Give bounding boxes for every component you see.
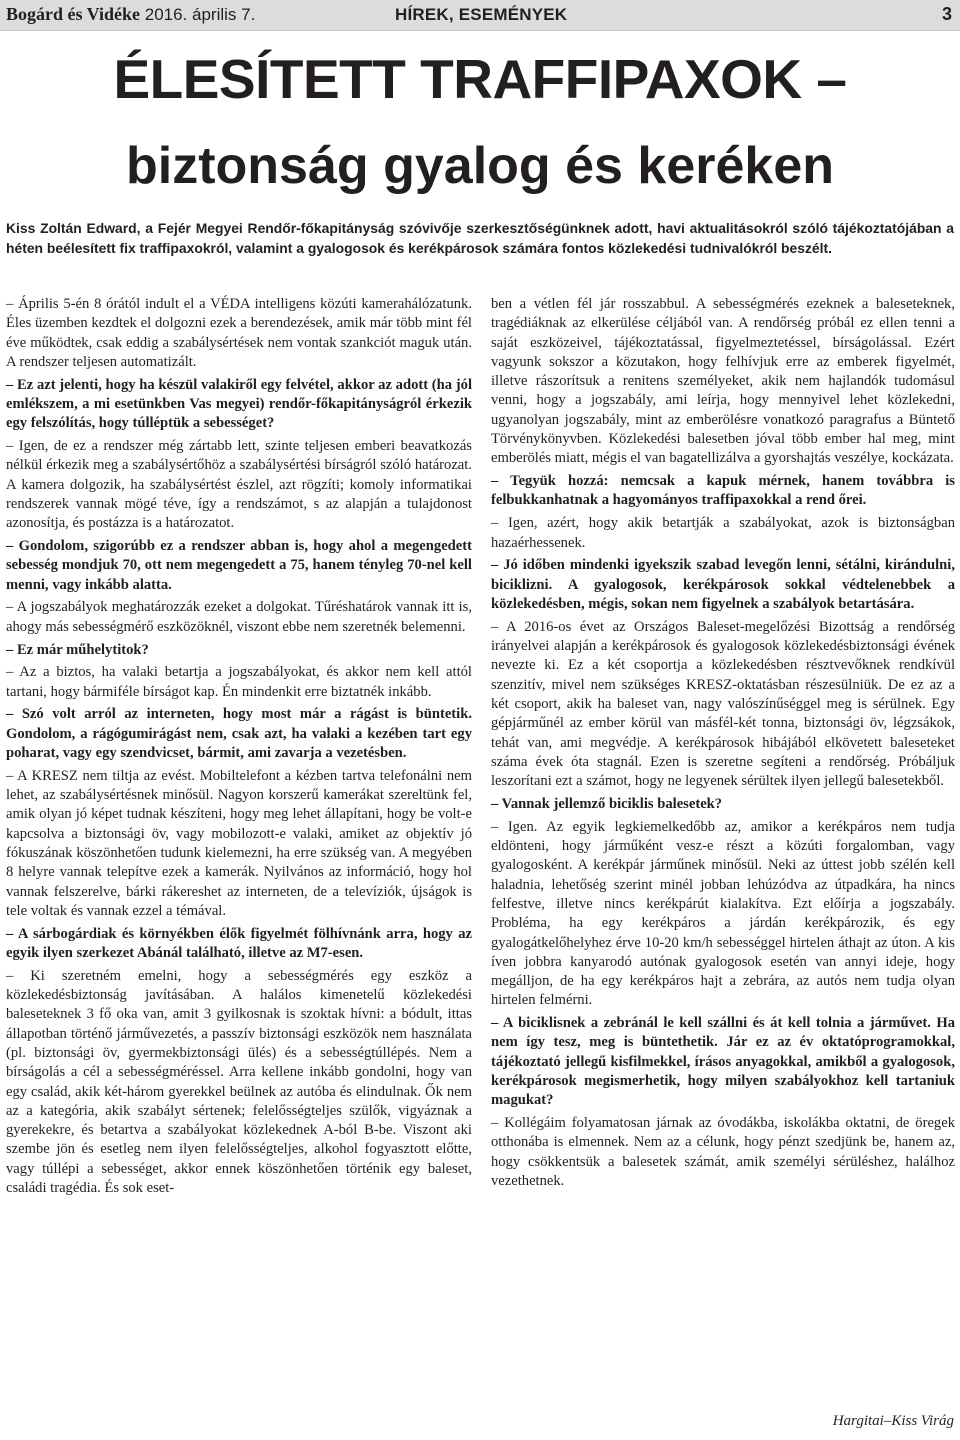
issue-date: 2016. április 7. [144,5,256,24]
page-number: 3 [941,4,952,24]
interview-question: – Ez azt jelenti, hogy ha készül valakiről egy felvétel, akkor az adott (ha jól emlékszem, a mi esetünkben Vas megyei) rendőr-főkapitányságról érkezik egy felszólítás, hogy túlléptük a sebességet? [6,376,472,432]
paragraph: – Az a biztos, ha valaki betartja a jogszabályokat, és akkor nem kell attól tartani, hogy bármiféle bírságot kap. Én mindenkit erre biztatnék inkább. [6,664,472,700]
page-header [0,0,960,31]
paragraph: – Kollégáim folyamatosan járnak az óvodákba, iskolákba oktatni, de öregek otthonába is elmennek. Nem az a célunk, hogy pénzt szedjünk be, hanem az, hogy csökkentsük a balesetek számát, amik személyi sérüléshez, halálhoz vezethetnek. [491,1115,955,1190]
interview-question: – Szó volt arról az interneten, hogy most már a rágást is büntetik. Gondolom, a rágógumirágást nem, csak azt, ha valaki a kezében tart egy poharat, vagy egy szendvicset, bármit, ami zavarja a vezetésben. [6,706,472,762]
paragraph: – A jogszabályok meghatározzák ezeket a dolgokat. Tűréshatárok vannak itt is, ahogy más sebességmérő eszközöknél, viszont ebbe nem szeretnék belemenni. [6,599,472,635]
headline-line-1: ÉLESÍTETT TRAFFIPAXOK – [113,48,847,110]
interview-question: – Tegyük hozzá: nemcsak a kapuk mérnek, hanem továbbra is felbukkanhatnak a hagyományos traffipaxokkal a rend őrei. [491,473,955,509]
section-title: HÍREK, ESEMÉNYEK [395,5,568,24]
interview-question: – Ez már műhelytitok? [6,641,149,658]
paragraph: – A KRESZ nem tiltja az evést. Mobiltelefont a kézben tartva telefonálni nem lehet, az szabálysértésnek minősül. Nagyon korszerű kamerákat szereltünk fel, amik olyan jó képet tudnak készíteni, hogy meg lehet állapítani, hogy be volt-e kapcsolva a biztonsági öv, vagy mobilozott-e valaki, amiket az objektív jó fókuszának köszönhetően tudunk kielemezni, ha erre szükség van. A megyében 8 helyre vannak telepítve ezek a kamerák. Nyilvános az információ, hogy hol vannak felszerelve, bárki rákereshet az interneten, de a televíziók, újságok is tele voltak és vannak ezzel a témával. [6,767,472,919]
paragraph: – Ki szeretném emelni, hogy a sebességmérés egy eszköz a közlekedésbiztonság javításában. A halálos kimenetelű közlekedési baleseteknek 3 fő oka van, amit 3 gyilkosnak is szoktak hívni: a bódult, ittas állapotban történő járművezetés, a passzív biztonsági eszközök nem használata (pl. biztonsági öv, gyermekbiztonsági ülés) és a sebességtúllépés. Nem a bírságolás a cél a sebességméréssel. Arra kellene inkább gondolni, hogy van egy család, akik két-három gyerekkel beülnek az autóba és elindulnak. Ők nem az a kategória, akik szabályt sértenek; felelősségteljes szülők, vigyáznak a gyerekekre, és betartva a szabályokat közlekednek A-ból B-be. Viszont aki szembe jön és esetleg nem ilyen felelősségteljes, alkohol fogyasztott előtte, vagy túllépi a sebességet, akkor ennek köszönhetően történik egy baleset, családi tragédia. És sok eset- [6,967,472,1197]
article-column-left [6,295,472,1202]
interview-question: – Jó időben mindenki igyekszik szabad levegőn lenni, sétálni, kirándulni, biciklizni. A gyalogosok, kerékpárosok sokkal védtelenebbek a közlekedésben, mégis, sokan nem figyelnek a szabályok betartására. [491,557,955,612]
lead-paragraph: Kiss Zoltán Edward, a Fejér Megyei Rendőr-főkapitányság szóvivője szerkesztőségünknek adott, havi aktualitásokról szóló tájékoztatójában a héten beélesített fix traffipaxokról, valamint a gyalogosok és kerékpárosok számára fontos közlekedési tudnivalókról beszélt. [6,220,954,256]
header-paper-info [6,4,255,25]
interview-question: – Gondolom, szigorúbb ez a rendszer abban is, hogy ahol a megengedett sebesség mondjuk 70, ott nem megengedett a 75, hanem tényleg 70-nel kell menni, vagy inkább alatta. [6,538,472,593]
paragraph: – A 2016-os évet az Országos Baleset-megelőzési Bizottság a rendőrség irányelvei alapján a kerékpárosok és gyalogosok közlekedésbiztonsági évének nevezte ki. Ez a két csoportja a közlekedésben résztvevőknek rendkívül szenzitív, mivel nem szükséges KRESZ-oktatásban részesülniük. De ez az a két csoport, akik ha baleset van, nagy valószínűséggel meg is sérülnek. Egy gépjárműnél az ember körül van másfél-két tonna, biztonsági öv, légzsákok, tehát van, ami megvédje. A kerékpárosok hibájából elkövetett baleseteket száma évek óta stagnál. Ezen is szeretne segíteni a rendőrség. Próbáljuk leszorítani ezt a számot, hogy ne legyenek sérültek ilyen jellegű balesetekből. [491,618,955,790]
article-column-right [491,295,955,1195]
author-byline: Hargitai–Kiss Virág [832,1413,954,1429]
paragraph: – Igen, de ez a rendszer még zártabb lett, szinte teljesen emberi beavatkozás nélkül érkezik meg a szabálysértőhöz a szabálysértési bírságról szóló határozat. A kamera dolgozik, ha szabálysértést észlel, azt rögzíti; komoly informatikai rendszerek vannak mögé téve, így a rendszámot, s az alapján a tulajdonost azonosítja, és postázza is a határozatot. [6,438,472,532]
paragraph: – Igen. Az egyik legkiemelkedőbb az, amikor a kerékpáros nem tudja eldönteni, hogy járműként vesz-e részt a közúti forgalomban, vagy gyalogosként. A kerékpár járműnek minősül. Neki az úttest jobb szélén kell haladnia, lehetőség szerint minél jobban lehúzódva az útpadkára, ha nincs felfestve, illetve nincs kerékpárút kialakítva. Ezt előírja a jogszabály. Probléma, ha egy kerékpáros a járdán kerékpározik, és egy gyalogátkelőhelyhez érve 10-20 km/h sebességgel hirtelen áthajt az úton. A kis íven jobbra kanyarodó autónak gyalogosok esetén van annyi ideje, hogy megálljon, de ha egy kerékpáros hajt a zebrára, az autós nem tudja olyan hirtelen felmérni. [491,818,955,1009]
paragraph: ben a vétlen fél jár rosszabbul. A sebességmérés ezeknek a baleseteknek, tragédiáknak az elkerülése céljából van. A rendőrség próbál ez ellen tenni a saját eszközeivel, tájékoztatással, figyelmeztetéssel, bírságolással. Ezért vagyunk sokszor a közutakon, hogy felhívjuk erre az emberek figyelmét, illetve rászorítsuk a renitens személyeket, akik nem hajlandók tudomásul venni, hogy a jogszabály, ami leírja, hogy mennyivel lehet közlekedni, ugyanolyan jogszabály, mint az emberölésre vonatkozó paragrafus a Büntető Törvénykönyvben. Közlekedési balesetben jóval több ember hal meg, mint emberölés miatt, mégis el van bagatellizálva a gyorshajtás veszélye, kockázata. [491,296,955,467]
interview-question: – A biciklisnek a zebránál le kell szállni és át kell tolnia a járművet. Ha nem így tesz, meg is büntethetik. Jár ez az év oktatóprogramokkal, tájékoztató jellegű kisfilmekkel, írásos anyagokkal, amikből a gyalogosok, kerékpárosok megismerhetik, hogy milyen szabályokhoz kell tartaniuk magukat? [491,1015,955,1109]
paragraph: – Igen, azért, hogy akik betartják a szabályokat, azok is biztonságban hazaérhessenek. [491,515,955,551]
interview-question: – A sárbogárdiak és környékben élők figyelmét fölhívnánk arra, hogy az egyik ilyen szerkezet Abánál található, illetve az M7-esen. [6,925,472,961]
paper-name: Bogárd és Vidéke [6,4,141,24]
paragraph: – Április 5-én 8 órától indult el a VÉDA intelligens közúti kamerahálózatunk. Éles üzemben kezdtek el dolgozni ezek a berendezések, amik már több mint fél éve működtek, csak eddig a szabálysértések nem vontak szankciót maguk után. A rendszer teljesen automatizált. [6,296,472,370]
interview-question: – Vannak jellemző biciklis balesetek? [491,795,723,812]
headline-line-2: biztonság gyalog és keréken [125,137,835,195]
